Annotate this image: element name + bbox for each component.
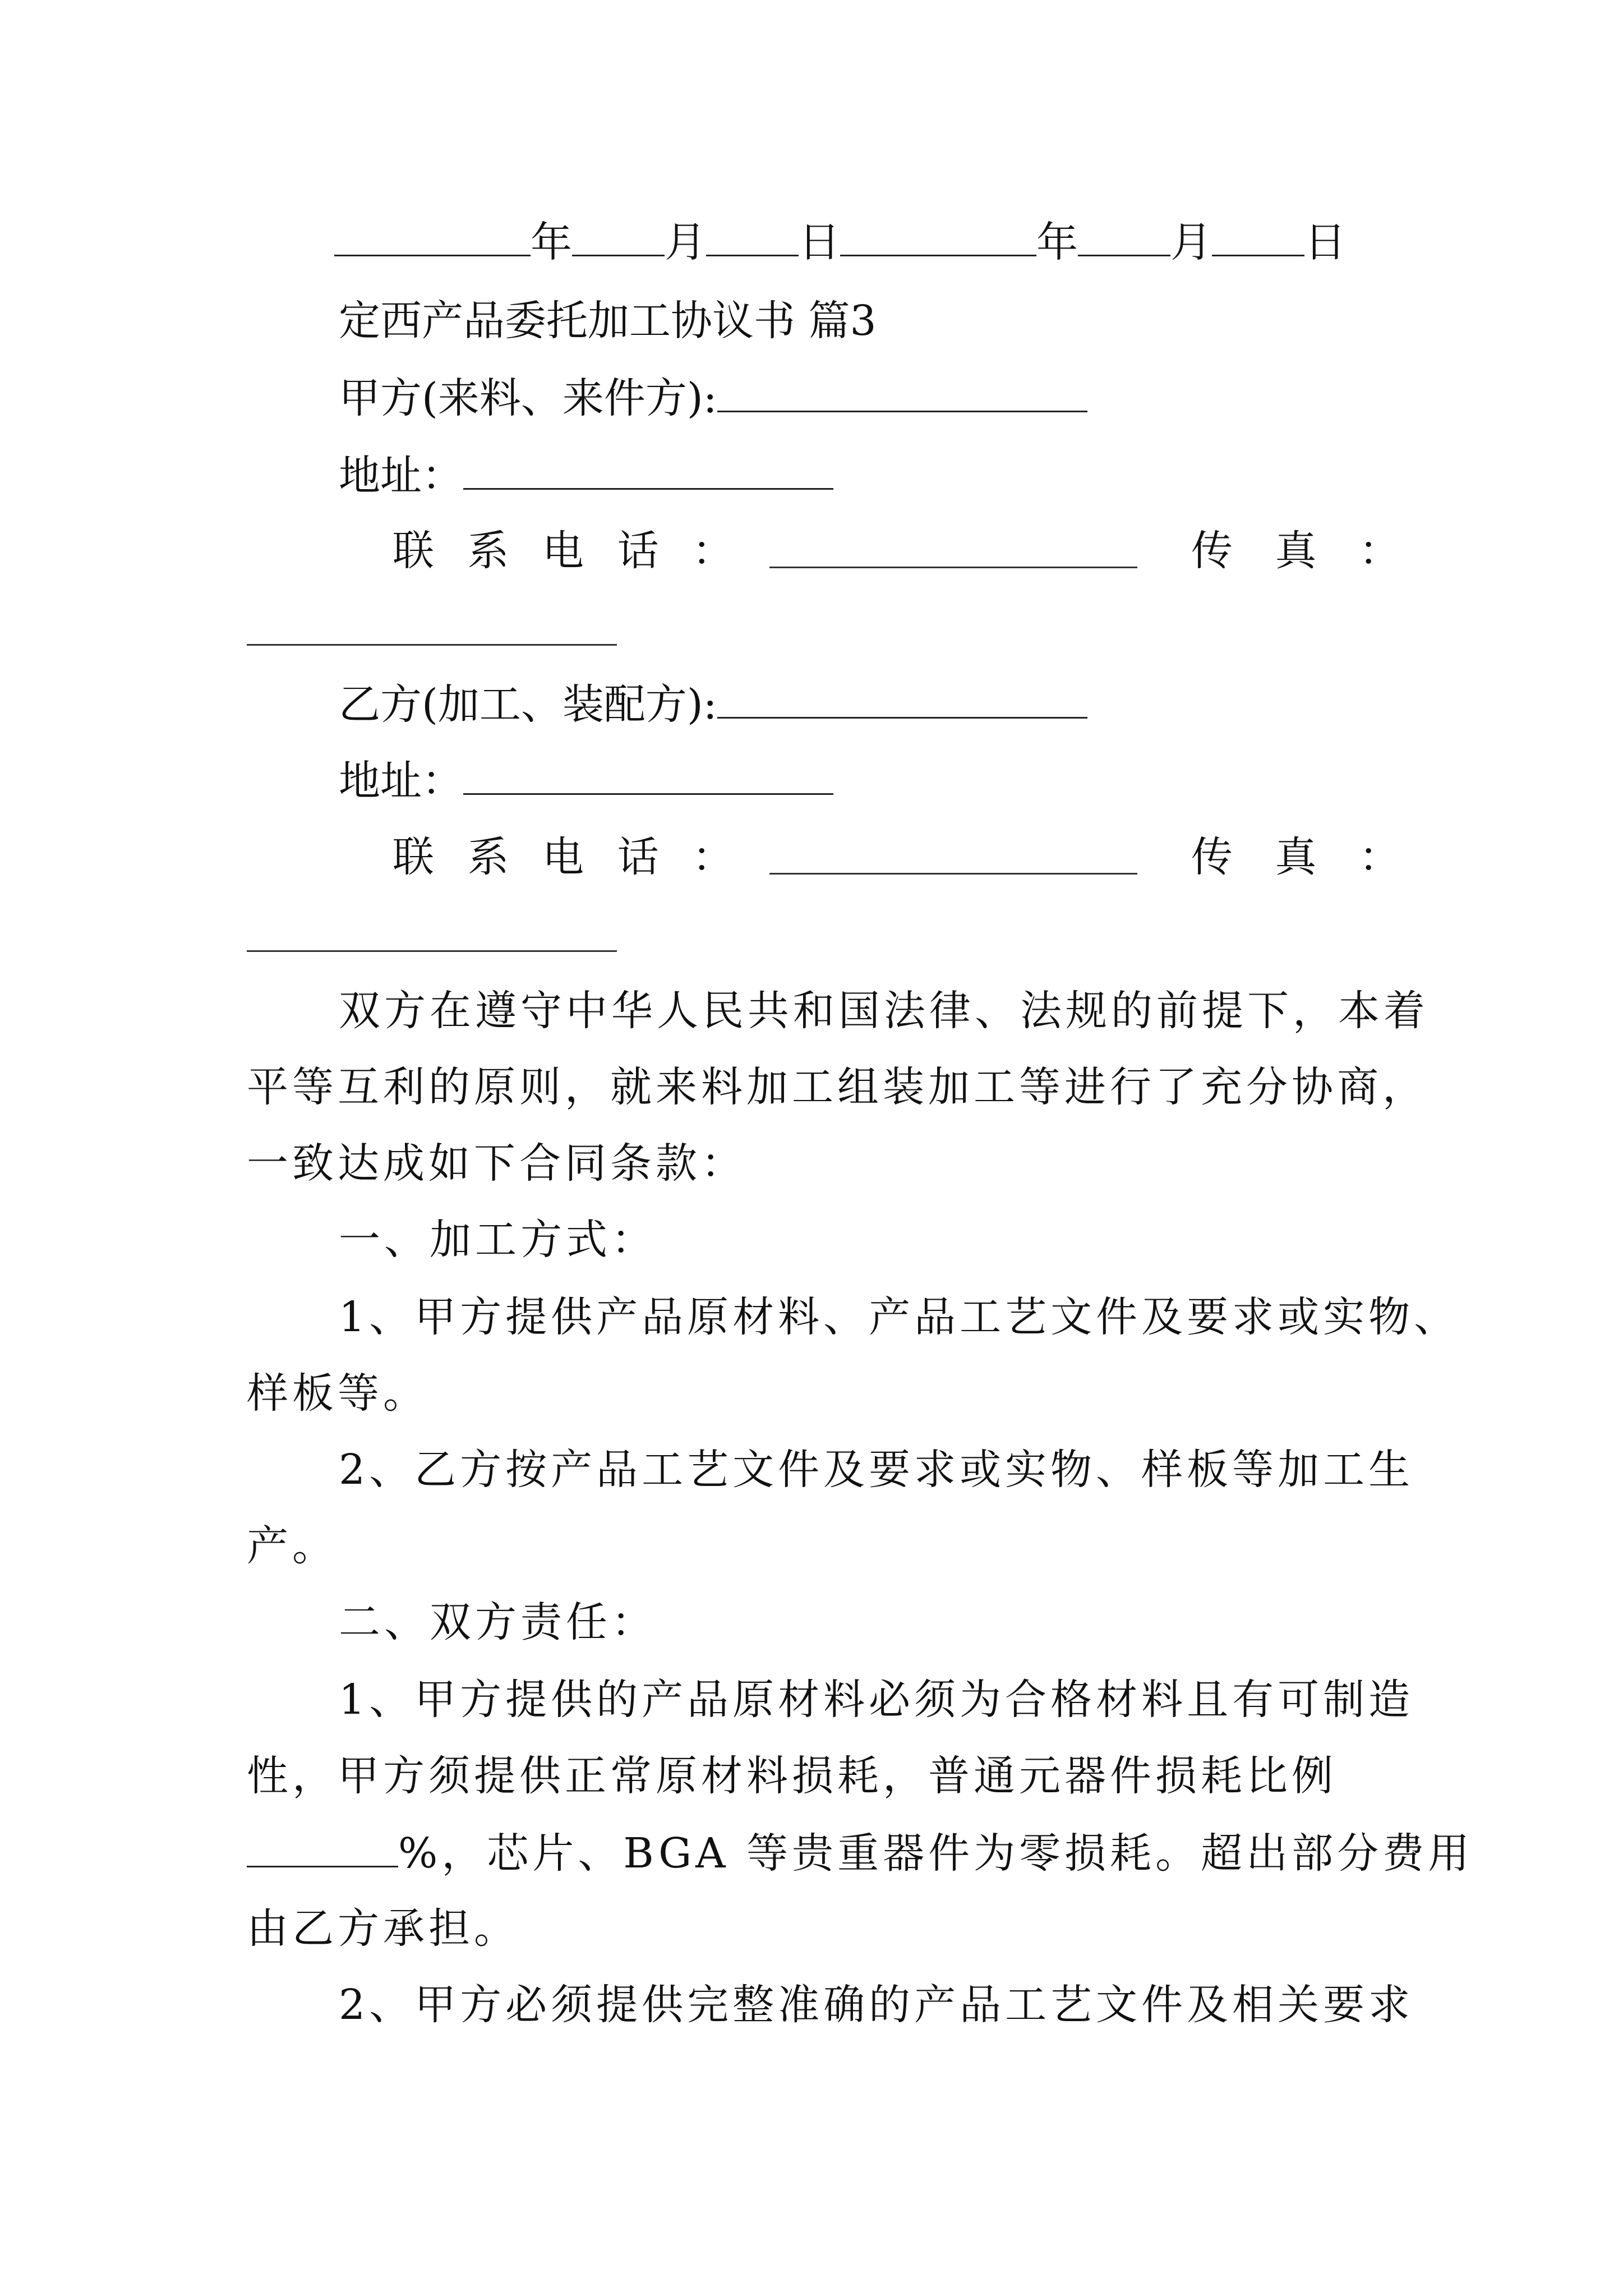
party-b-fax-blank [247,950,617,952]
section-1-item-2-line-1: 2、乙方按产品工艺文件及要求或实物、样板等加工生 [339,1446,1414,1494]
party-a-phone-blank [769,567,1137,568]
blank-year-2 [840,213,1036,256]
month-label-1: 月 [665,218,706,266]
party-a-label: 甲方(来料、来件方): [339,374,717,422]
blank-day-1 [706,213,799,256]
party-b-address-label: 地址： [339,757,463,805]
date-line [334,213,1346,270]
intro-line-3: 一致达成如下合同条款： [247,1139,746,1188]
party-b-blank [717,675,1087,719]
day-label-2: 日 [1304,218,1346,266]
section-1-item-2-line-2: 产。 [247,1522,338,1570]
section-2-item-1-line-3 [247,1824,1473,1881]
blank-year-1 [334,213,531,256]
party-a-address-line [339,447,833,504]
party-a-blank [717,369,1087,412]
party-a-address-blank [463,447,833,490]
section-1-heading: 一、加工方式： [339,1216,657,1264]
loss-ratio-blank [247,1824,398,1867]
party-a-fax-label: 传 真 ： [1191,527,1415,575]
party-b-line [339,675,1087,733]
document-title: 定西产品委托加工协议书 篇3 [339,297,877,345]
section-2-item-1-line-2: 性，甲方须提供正常原材料损耗，普通元器件损耗比例 [247,1752,1337,1800]
blank-month-1 [572,213,665,256]
blank-day-2 [1212,213,1304,256]
party-a-phone-label: 联 系 电 话 ： [393,527,744,575]
party-b-address-line [339,752,833,809]
party-a-fax-blank [247,644,617,646]
year-label-1: 年 [531,218,572,266]
year-label-2: 年 [1036,218,1078,266]
blank-month-2 [1078,213,1170,256]
section-1-item-1-line-2: 样板等。 [247,1369,428,1418]
section-2-item-1-line-4: 由乙方承担。 [247,1904,519,1953]
party-b-phone-label: 联 系 电 话 ： [393,833,744,881]
party-a-address-label: 地址： [339,452,463,500]
month-label-2: 月 [1170,218,1212,266]
party-b-address-blank [463,752,833,795]
section-2-item-1-line-1: 1、甲方提供的产品原材料必须为合格材料且有可制造 [339,1676,1414,1724]
intro-line-2: 平等互利的原则，就来料加工组装加工等进行了充分协商， [247,1063,1428,1111]
party-b-fax-label: 传 真 ： [1191,833,1415,881]
intro-line-1: 双方在遵守中华人民共和国法律、法规的前提下，本着 [339,987,1429,1035]
section-1-item-1-line-1: 1、甲方提供产品原材料、产品工艺文件及要求或实物、 [339,1293,1460,1341]
party-a-line [339,369,1087,426]
section-2-heading: 二、双方责任： [339,1598,657,1646]
party-b-phone-blank [769,873,1137,875]
loss-ratio-text: %，芯片、BGA 等贵重器件为零损耗。超出部分费用 [398,1829,1474,1878]
section-2-item-2-line-1: 2、甲方必须提供完整准确的产品工艺文件及相关要求 [339,1981,1414,2029]
day-label-1: 日 [799,218,840,266]
party-b-label: 乙方(加工、装配方): [339,680,717,729]
